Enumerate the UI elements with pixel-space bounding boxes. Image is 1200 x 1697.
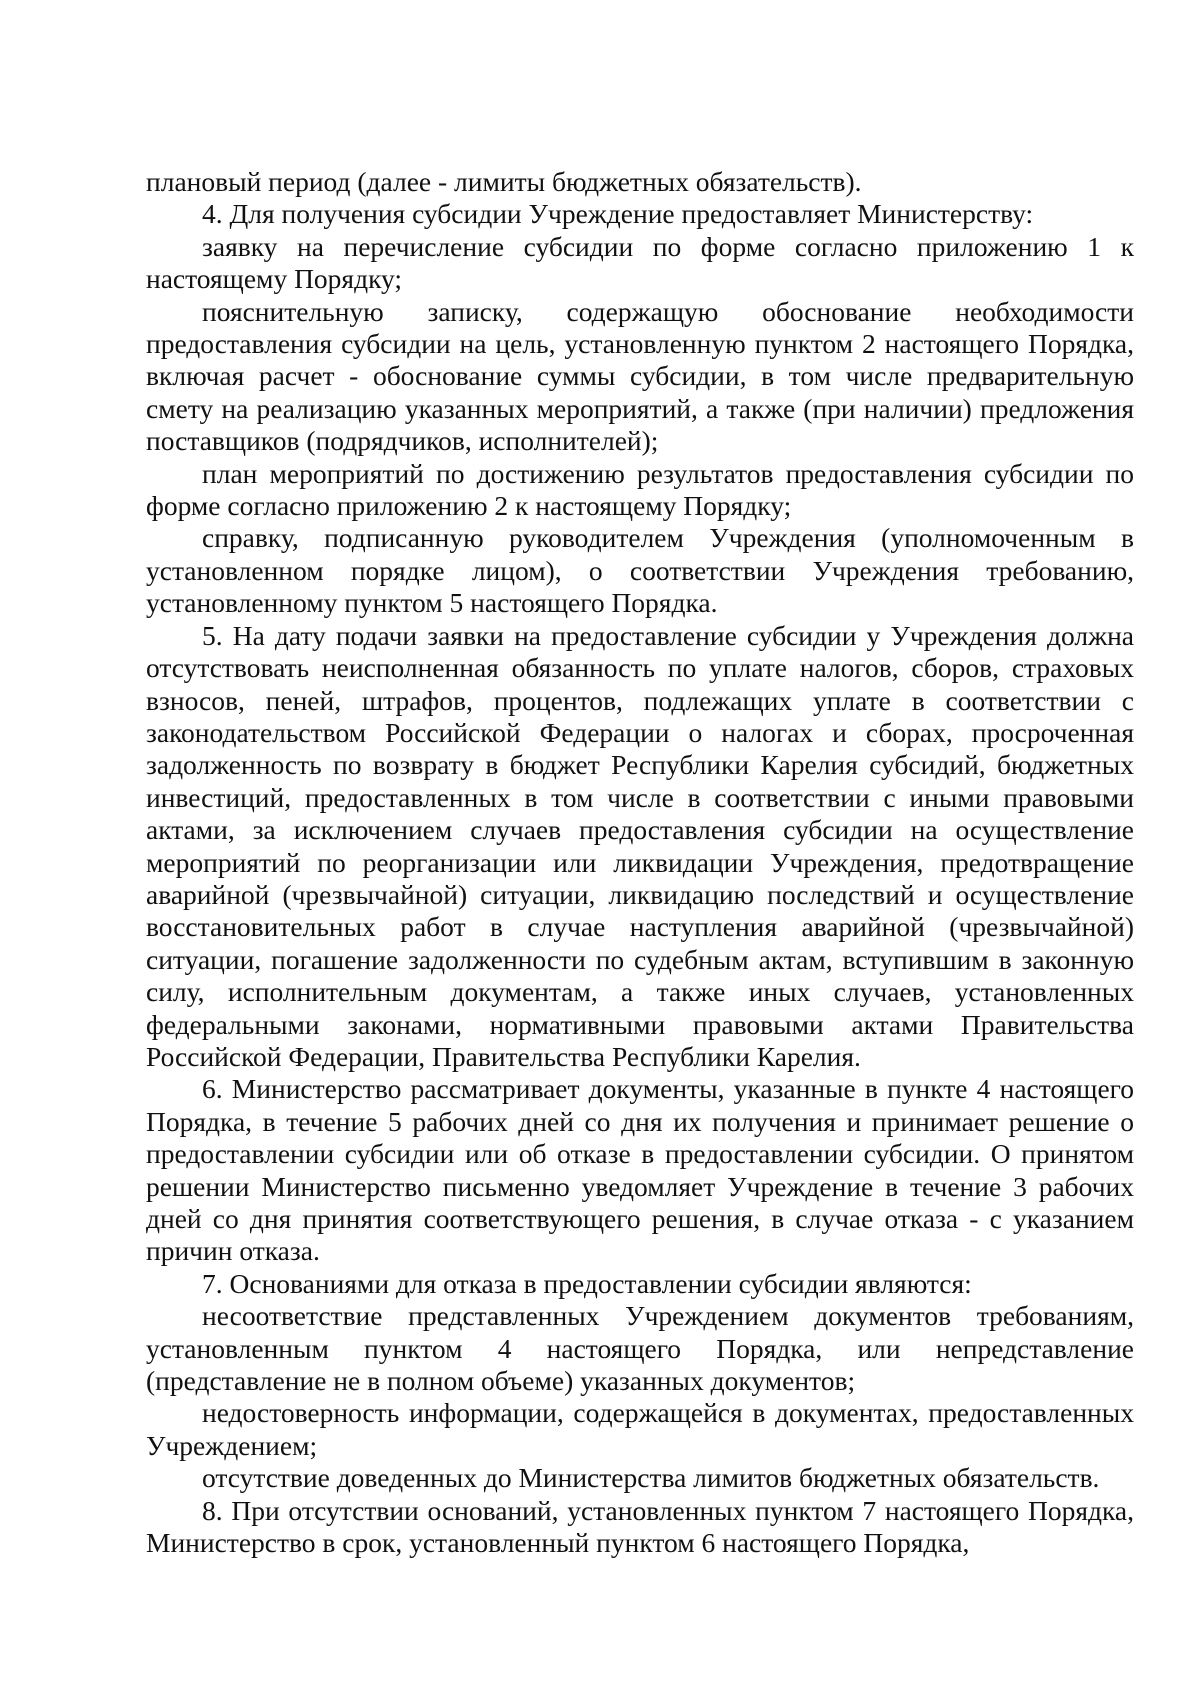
paragraph-refusal-ground-1: несоответствие представленных Учреждением документов требованиям, установленным пунктом 4 настоящего Порядка, или непредставление (представление не в полном объеме) указанных документов;: [146, 1300, 1134, 1397]
paragraph-action-plan-item: план мероприятий по достижению результатов предоставления субсидии по форме согласно приложению 2 к настоящему Порядку;: [146, 457, 1134, 522]
paragraph-refusal-ground-3: отсутствие доведенных до Министерства лимитов бюджетных обязательств.: [202, 1462, 1100, 1494]
paragraph-continuation: плановый период (далее - лимиты бюджетных обязательств).: [146, 166, 862, 197]
paragraph-clause-7: 7. Основаниями для отказа в предоставлении субсидии являются:: [202, 1267, 972, 1299]
paragraph-refusal-ground-2: недостоверность информации, содержащейся в документах, предоставленных Учреждением;: [146, 1397, 1134, 1461]
paragraph-clause-8: 8. При отсутствии оснований, установленных пунктом 7 настоящего Порядка, Министерство в срок, установленный пунктом 6 настоящего Порядка,: [146, 1494, 1134, 1559]
paragraph-clause-4: 4. Для получения субсидии Учреждение предоставляет Министерству:: [202, 198, 1034, 230]
paragraph-clause-5: 5. На дату подачи заявки на предоставление субсидии у Учреждения должна отсутствовать неисполненная обязанность по уплате налогов, сборов, страховых взносов, пеней, штрафов, процентов, подлежащих уплате в соответствии с законодательством Российской Федерации о налогах и сборах, просроченная задолженность по возврату в бюджет Республики Карелия субсидий, бюджетных инвестиций, предоставленных в том числе в соответствии с иными правовыми актами, за исключением случаев предоставления субсидии на осуществление мероприятий по реорганизации или ликвидации Учреждения, предотвращение аварийной (чрезвычайной) ситуации, ликвидацию последствий и осуществление восстановительных работ в случае наступления аварийной (чрезвычайной) ситуации, погашение задолженности по судебным актам, вступившим в законную силу, исполнительным документам, а также иных случаев, установленных федеральными законами, нормативными правовыми актами Правительства Российской Федерации, Правительства Республики Карелия.: [146, 619, 1134, 1072]
paragraph-application-item: заявку на перечисление субсидии по форме согласно приложению 1 к настоящему Порядку;: [146, 230, 1134, 295]
paragraph-explanatory-note-item: пояснительную записку, содержащую обоснование необходимости предоставления субсидии на цель, установленную пунктом 2 настоящего Порядка, включая расчет - обоснование суммы субсидии, в том числе предварительную смету на реализацию указанных мероприятий, а также (при наличии) предложения поставщиков (подрядчиков, исполнителей);: [146, 295, 1134, 457]
paragraph-certificate-item: справку, подписанную руководителем Учреждения (уполномоченным в установленном порядке лицом), о соответствии Учреждения требованию, установленному пунктом 5 настоящего Порядка.: [146, 522, 1134, 619]
paragraph-clause-6: 6. Министерство рассматривает документы, указанные в пункте 4 настоящего Порядка, в течение 5 рабочих дней со дня их получения и принимает решение о предоставлении субсидии или об отказе в предоставлении субсидии. О принятом решении Министерство письменно уведомляет Учреждение в течение 3 рабочих дней со дня принятия соответствующего решения, в случае отказа - с указанием причин отказа.: [146, 1073, 1134, 1267]
document-page: [146, 166, 1134, 1559]
